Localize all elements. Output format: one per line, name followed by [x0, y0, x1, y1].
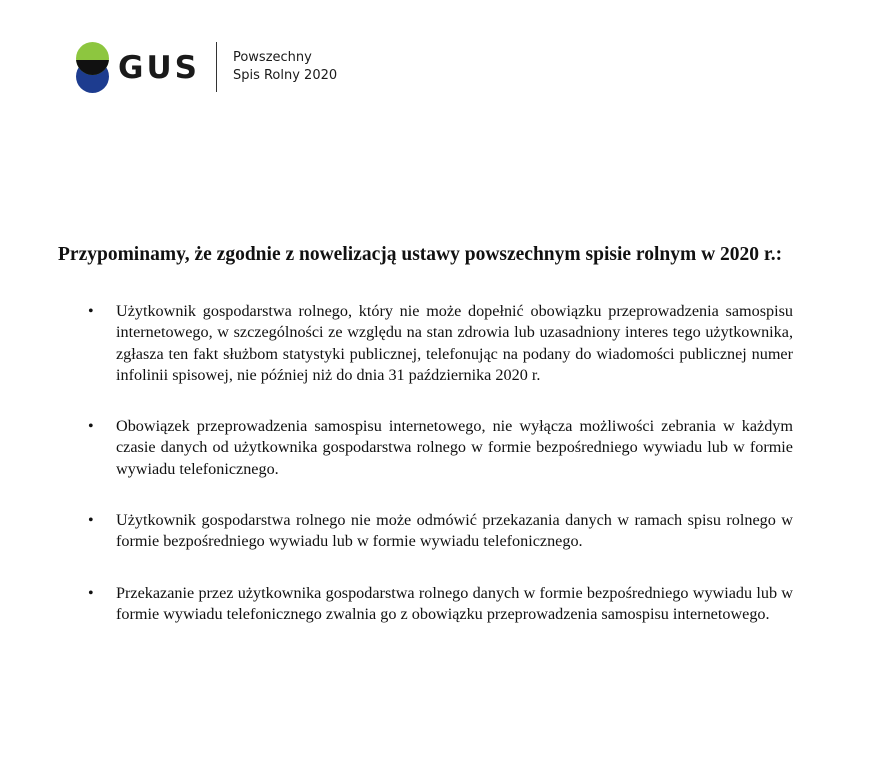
- gus-logo-icon: [74, 40, 112, 94]
- bullet-dot: •: [88, 584, 94, 602]
- logo-text: GUS: [118, 50, 200, 86]
- logo-subtitle-line2: Spis Rolny 2020: [232, 68, 338, 83]
- header-logo: [74, 38, 337, 96]
- bullet-text: Użytkownik gospodarstwa rolnego nie może odmówić przekazania danych w ramach spisu rolnego w formie bezpośredniego wywiadu lub w formie wywiadu telefonicznego.: [116, 511, 793, 551]
- bullet-item-4: [58, 583, 793, 626]
- logo-subtitle: [233, 49, 337, 85]
- bullet-list: [58, 301, 793, 625]
- bullet-dot: •: [88, 512, 94, 530]
- logo-subtitle-line1: Powszechny: [232, 50, 312, 65]
- bullet-text: Obowiązek przeprowadzenia samospisu internetowego, nie wyłącza możliwości zebrania w każdym czasie danych od użytkownika gospodarstwa rolnego w formie bezpośredniego wywiadu lub w formie wywiadu telefonicznego.: [116, 417, 793, 478]
- bullet-dot: •: [88, 303, 94, 320]
- bullet-text: Użytkownik gospodarstwa rolnego, który nie może dopełnić obowiązku przeprowadzenia samospisu internetowego, w szczególności ze względu na stan zdrowia lub uzasadniony interes tego użytkownika, zgłasza ten fakt służbom statystyki publicznej, telefonując na podany do wiadomości publicznej numer infolinii spisowej, nie później niż do dnia 31 października 2020 r.: [116, 302, 793, 384]
- bullet-item-1: [58, 301, 793, 386]
- bullet-item-2: [58, 416, 793, 480]
- document-heading: Przypominamy, że zgodnie z nowelizacją ustawy powszechnym spisie rolnym w 2020 r.:: [58, 244, 783, 265]
- bullet-dot: •: [88, 418, 94, 436]
- bullet-text: Przekazanie przez użytkownika gospodarstwa rolnego danych w formie bezpośredniego wywiadu lub w formie wywiadu telefonicznego zwalnia go z obowiązku przeprowadzenia samospisu internetowego.: [116, 583, 793, 623]
- logo-divider: [216, 42, 217, 92]
- document-body: [58, 243, 793, 655]
- bullet-item-3: [58, 510, 793, 553]
